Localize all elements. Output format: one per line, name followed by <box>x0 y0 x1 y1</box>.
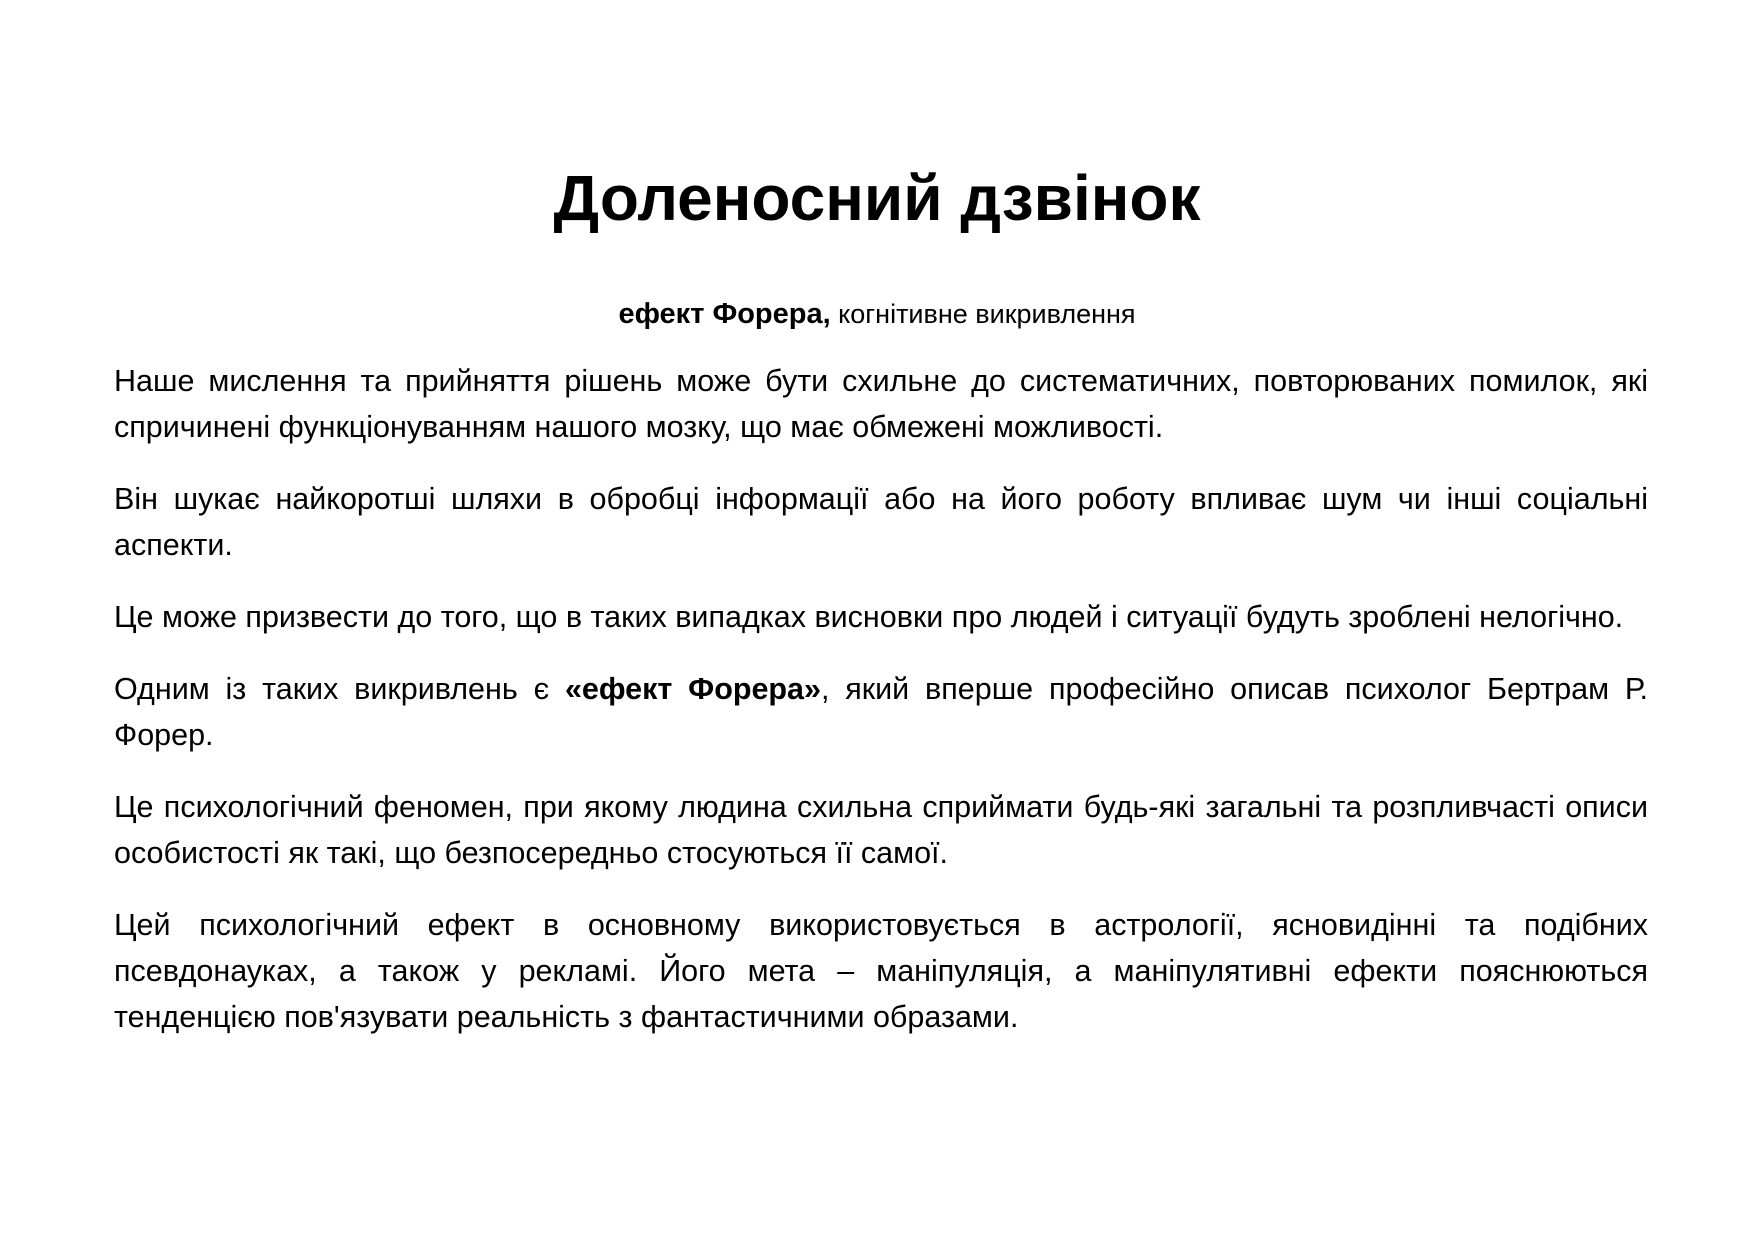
subtitle-term: ефект Форера, <box>618 298 831 330</box>
paragraph-6: Цей психологічний ефект в основному використовується в астрології, ясновидінні та подібних псевдонауках, а також у рекламі. Його мета – маніпуляція, а маніпулятивні ефекти пояснюються тенденцією пов'язувати реальність з фантастичними образами. <box>114 908 1648 1034</box>
paragraph-4-term: «ефект Форера» <box>564 672 821 706</box>
paragraph-3: Це може призвести до того, що в таких випадках висновки про людей і ситуації будуть зроблені нелогічно. <box>114 600 1624 634</box>
paragraph-2: Він шукає найкоротші шляхи в обробці інформації або на його роботу впливає шум чи інші соціальні аспекти. <box>114 482 1648 562</box>
paragraph-1: Наше мислення та прийняття рішень може бути схильне до систематичних, повторюваних помилок, які спричинені функціонуванням нашого мозку, що має обмежені можливості. <box>114 364 1648 444</box>
paragraph-4-start: Одним із таких викривлень є <box>114 672 565 706</box>
subtitle <box>0 296 1754 332</box>
subtitle-description: когнітивне викривлення <box>830 299 1136 329</box>
paragraph-5: Це психологічний феномен, при якому людина схильна сприймати будь-які загальні та розпливчасті описи особистості як такі, що безпосередньо стосуються її самої. <box>114 790 1648 870</box>
page-title: Доленосний дзвінок <box>553 162 1201 234</box>
paragraph-4 <box>114 666 1648 758</box>
paragraph-4-end: , який вперше професійно описав психолог Бертрам Р. Форер. <box>114 672 1648 752</box>
document-body <box>114 358 1648 1066</box>
